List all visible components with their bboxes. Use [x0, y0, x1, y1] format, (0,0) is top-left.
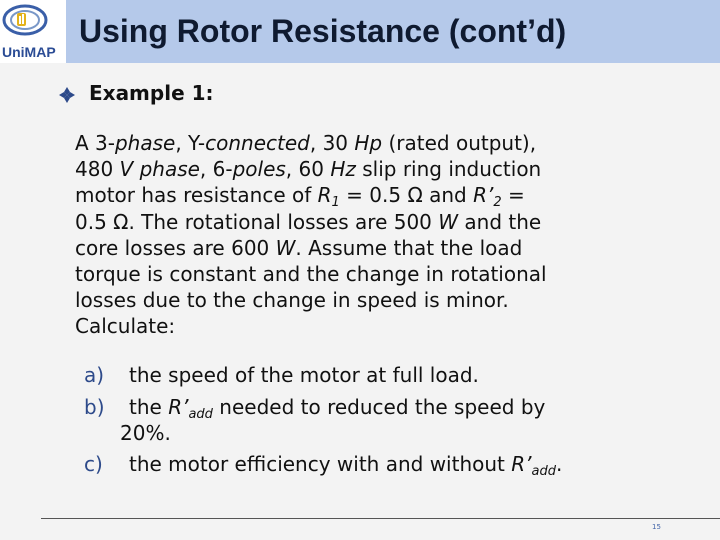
statement-line: 0.5 Ω. The rotational losses are 500 W and the	[75, 209, 542, 234]
statement-line: 480 V phase, 6-poles, 60 Hz slip ring induction	[75, 157, 542, 182]
item-text: the motor efficiency with and without $R’_{add}$.	[129, 452, 563, 479]
item-label: c)	[84, 452, 103, 476]
university-logo-icon	[0, 0, 66, 63]
logo-text: UniMAP	[2, 44, 56, 60]
item-text-continued: 20%.	[120, 421, 171, 445]
diamond-bullet-icon	[58, 86, 76, 104]
page-title: Using Rotor Resistance (cont’d)	[79, 13, 567, 49]
statement-line: A 3-phase, Y-connected, 30 Hp (rated output),	[75, 131, 537, 155]
list-item	[84, 394, 684, 446]
statement-line: torque is constant and the change in rotational	[75, 262, 547, 287]
item-text: the $R’_{add}$ needed to reduced the speed by	[129, 395, 546, 422]
statement-line: motor has resistance of $R_1 = 0.5$ Ω and $R’_2$ =	[75, 183, 525, 211]
question-list	[84, 362, 684, 477]
item-text: the speed of the motor at full load.	[129, 363, 479, 387]
title-banner	[0, 0, 720, 63]
list-item	[84, 362, 684, 388]
statement-line: core losses are 600 W. Assume that the load	[75, 235, 523, 260]
item-label: b)	[84, 395, 105, 419]
example-label: Example 1:	[89, 81, 214, 105]
list-item	[84, 451, 684, 477]
statement-line: losses due to the change in speed is minor.	[75, 288, 509, 313]
problem-statement	[75, 130, 675, 340]
unimap-logo	[0, 0, 66, 63]
footer-divider	[41, 518, 720, 519]
statement-line: Calculate:	[75, 314, 176, 339]
page-number: 15	[652, 523, 661, 531]
item-label: a)	[84, 363, 105, 387]
